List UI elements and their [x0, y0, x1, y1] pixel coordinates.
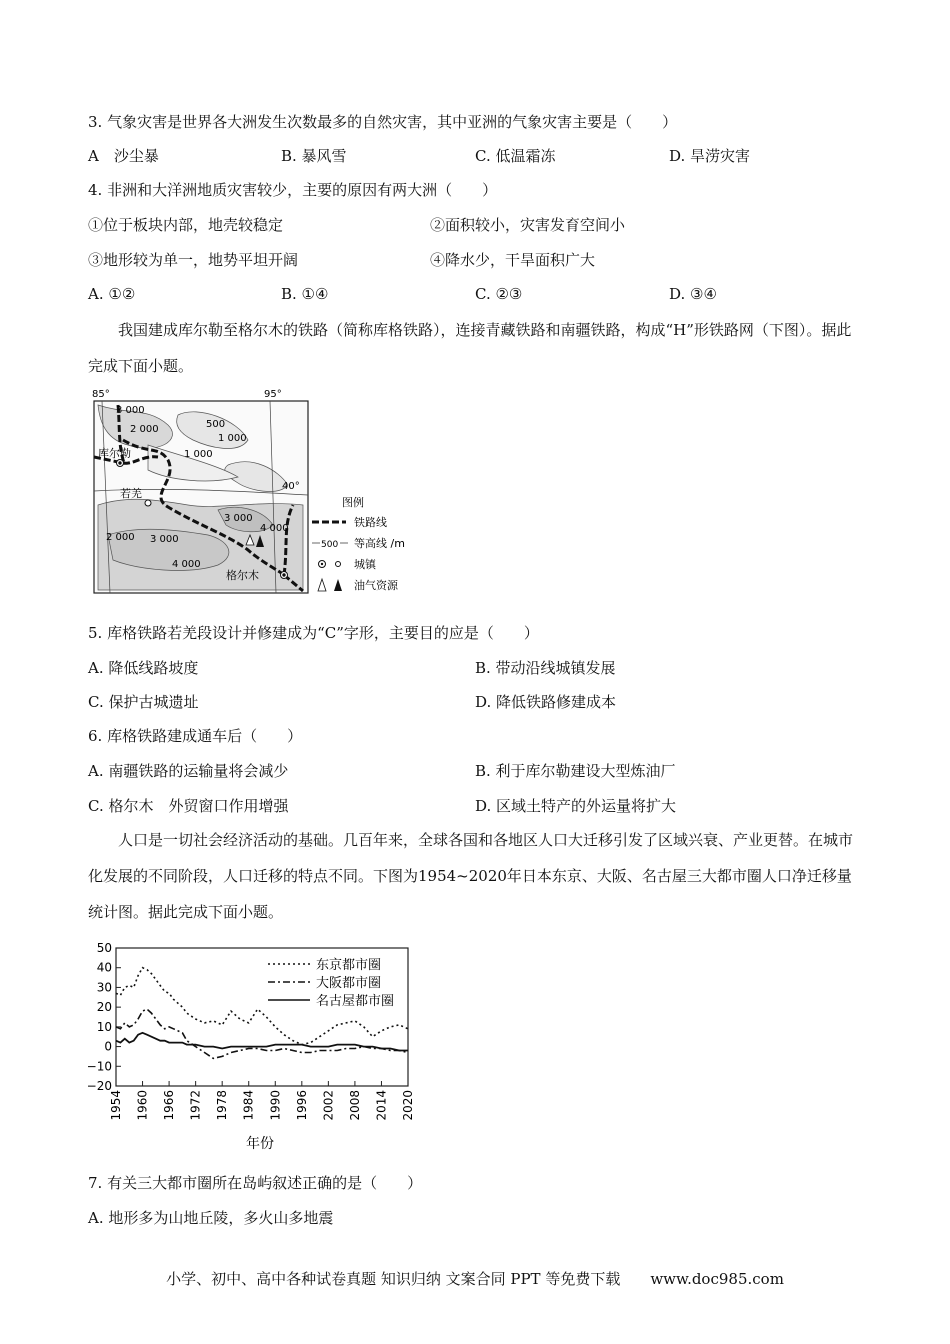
legend-oil: 油气资源	[354, 579, 398, 592]
page-footer: 小学、初中、高中各种试卷真题 知识归纳 文案合同 PPT 等免费下载 www.doc985.com	[166, 1270, 784, 1288]
x-tick-label: 2002	[321, 1090, 336, 1121]
lon-label-85: 85°	[92, 389, 110, 400]
x-tick-label: 1996	[294, 1090, 309, 1121]
legend-title: 图例	[342, 496, 364, 509]
contour-label: 3 000	[224, 513, 253, 524]
q7-stem: 7. 有关三大都市圈所在岛屿叙述正确的是（ ）	[88, 1174, 423, 1192]
legend-railway: 铁路线	[354, 516, 387, 529]
q5-stem: 5. 库格铁路若羌段设计并修建成为“C”字形，主要目的应是（ ）	[88, 624, 539, 642]
y-tick-label: −10	[86, 1059, 112, 1074]
contour-label: 3 000	[150, 534, 179, 545]
contour-label: 2 000	[130, 424, 159, 435]
q6-option-a: A. 南疆铁路的运输量将会减少	[88, 762, 289, 780]
series-line-3	[116, 1033, 408, 1051]
legend-town: 城镇	[354, 558, 376, 571]
map-legend	[312, 495, 405, 592]
lat-label-40: 40°	[282, 481, 300, 492]
x-tick-label: 1990	[268, 1090, 283, 1121]
x-tick-label: 1972	[188, 1090, 203, 1121]
q6-option-d: D. 区域土特产的外运量将扩大	[475, 797, 677, 815]
contour-label: 3 000	[116, 405, 145, 416]
legend-label: 名古屋都市圈	[316, 994, 395, 1009]
city-korla: 库尔勒	[98, 447, 131, 460]
x-tick-label: 2020	[401, 1090, 415, 1121]
q3-option-d: D. 旱涝灾害	[669, 147, 751, 165]
contour-label: 1 000	[218, 433, 247, 444]
contour-label: 4 000	[172, 559, 201, 570]
q5-option-a: A. 降低线路坡度	[88, 659, 199, 677]
migration-chart	[70, 938, 430, 1158]
series-line-2	[116, 1009, 408, 1058]
lon-label-95: 95°	[264, 389, 282, 400]
contour-label: 2 000	[106, 532, 135, 543]
x-tick-label: 2014	[374, 1090, 389, 1121]
q3-option-a: A 沙尘暴	[88, 147, 159, 165]
contour-label: 1 000	[184, 449, 213, 460]
contour-label: 4 000	[260, 523, 289, 534]
city-golmud: 格尔木	[226, 569, 259, 582]
q4-item-3: ③地形较为单一，地势平坦开阔	[88, 251, 299, 269]
q4-item-4: ④降水少，干旱面积广大	[430, 251, 596, 269]
y-tick-label: 50	[96, 941, 112, 955]
q4-item-1: ①位于板块内部，地壳较稳定	[88, 216, 284, 234]
q7-option-a: A. 地形多为山地丘陵，多火山多地震	[88, 1209, 334, 1227]
q4-option-b: B. ①④	[281, 285, 329, 303]
y-tick-label: 0	[104, 1039, 112, 1054]
q3-option-b: B. 暴风雪	[281, 147, 347, 165]
q5-option-b: B. 带动沿线城镇发展	[475, 659, 616, 677]
y-tick-label: 20	[96, 1000, 112, 1015]
q4-stem: 4. 非洲和大洋洲地质灾害较少，主要的原因有两大洲（ ）	[88, 181, 498, 199]
x-axis-label: 年份	[246, 1136, 274, 1152]
q3-stem: 3. 气象灾害是世界各大洲发生次数最多的自然灾害，其中亚洲的气象灾害主要是（ ）	[88, 113, 678, 131]
q4-option-d: D. ③④	[669, 285, 717, 303]
q6-stem: 6. 库格铁路建成通车后（ ）	[88, 727, 303, 745]
x-tick-label: 2008	[347, 1090, 362, 1121]
q4-item-2: ②面积较小，灾害发育空间小	[430, 216, 626, 234]
legend-label: 大阪都市圈	[316, 976, 382, 991]
contour-label: 500	[206, 419, 226, 430]
railway-map	[88, 385, 428, 600]
q5-option-d: D. 降低铁路修建成本	[475, 693, 617, 711]
chart-legend	[268, 957, 394, 1009]
q4-option-a: A. ①②	[88, 285, 136, 303]
x-tick-label: 1966	[162, 1090, 177, 1121]
legend-contour: 等高线 /m	[354, 537, 405, 550]
q3-option-c: C. 低温霜冻	[475, 147, 556, 165]
intro-railway: 我国建成库尔勒至格尔木的铁路（简称库格铁路），连接青藏铁路和南疆铁路，构成“H”形铁路网（下图）。据此完成下面小题。	[88, 321, 852, 375]
intro-population: 人口是一切社会经济活动的基础。几百年来，全球各国和各地区人口大迁移引发了区域兴衰、产业更替。在城市化发展的不同阶段，人口迁移的特点不同。下图为1954~2020年日本东京、大阪、名古屋三大都市圈人口净迁移量统计图。据此完成下面小题。	[88, 831, 854, 921]
q4-option-c: C. ②③	[475, 285, 523, 303]
x-tick-label: 1954	[109, 1090, 123, 1121]
x-tick-label: 1978	[215, 1090, 230, 1121]
city-ruoqiang: 若羌	[120, 487, 142, 500]
q5-option-c: C. 保护古城遗址	[88, 693, 199, 711]
q6-option-b: B. 利于库尔勒建设大型炼油厂	[475, 762, 676, 780]
q6-option-c: C. 格尔木 外贸窗口作用增强	[88, 797, 289, 815]
y-tick-label: 40	[96, 960, 112, 975]
legend-label: 东京都市圈	[316, 958, 382, 973]
x-tick-label: 1960	[135, 1090, 150, 1121]
y-tick-label: 30	[96, 980, 112, 995]
legend-contour-sample: 500	[321, 540, 339, 550]
x-tick-label: 1984	[241, 1090, 256, 1121]
y-tick-label: 10	[96, 1019, 112, 1034]
y-tick-label: −20	[86, 1079, 112, 1093]
